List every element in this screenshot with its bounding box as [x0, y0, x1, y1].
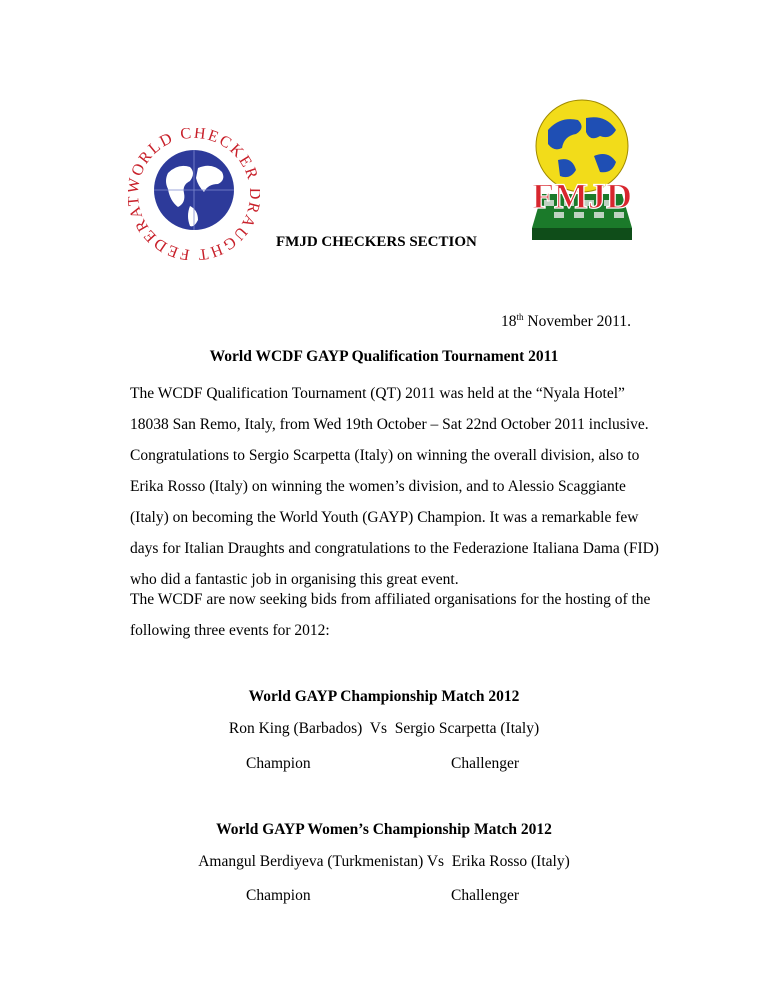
- match1-champion-label: Champion: [246, 755, 311, 772]
- date-suffix: th: [516, 312, 524, 322]
- report-line: 18038 San Remo, Italy, from Wed 19th October – Sat 22nd October 2011 inclusive.: [130, 416, 649, 433]
- match2-title: World GAYP Women’s Championship Match 2012: [216, 821, 552, 838]
- report-line: Erika Rosso (Italy) on winning the women’s division, and to Alessio Scaggiante: [130, 478, 626, 495]
- document-date: [501, 312, 631, 331]
- report-paragraph: [130, 378, 659, 595]
- report-title: World WCDF GAYP Qualification Tournament 2011: [209, 348, 559, 365]
- report-line: The WCDF Qualification Tournament (QT) 2011 was held at the “Nyala Hotel”: [130, 385, 625, 402]
- match2-challenger-label: Challenger: [451, 887, 520, 904]
- report-line: who did a fantastic job in organising this great event.: [130, 571, 459, 588]
- bids-line: The WCDF are now seeking bids from affiliated organisations for the hosting of the: [130, 591, 651, 608]
- match1-title: World GAYP Championship Match 2012: [248, 688, 520, 705]
- match2-players: Amangul Berdiyeva (Turkmenistan) Vs Erika Rosso (Italy): [198, 853, 570, 870]
- bids-paragraph: [130, 584, 650, 646]
- fmjd-logo: [524, 90, 640, 250]
- section-title: FMJD CHECKERS SECTION: [276, 234, 477, 250]
- report-line: Congratulations to Sergio Scarpetta (Italy) on winning the overall division, also to: [130, 447, 640, 464]
- date-day: 18: [501, 313, 517, 330]
- match1-challenger-label: Challenger: [451, 755, 520, 772]
- date-rest: November 2011.: [523, 313, 631, 330]
- bids-line: following three events for 2012:: [130, 622, 330, 639]
- wcdf-logo: [128, 128, 260, 260]
- wcdf-logo-text: ORLD CHECKER AUGHT FEDERA: [128, 128, 260, 260]
- report-line: days for Italian Draughts and congratulations to the Federazione Italiana Dama (FID): [130, 540, 659, 557]
- fmjd-logo-text: FMJD: [532, 176, 632, 216]
- match2-champion-label: Champion: [246, 887, 311, 904]
- report-line: (Italy) on becoming the World Youth (GAYP) Champion. It was a remarkable few: [130, 509, 639, 526]
- match1-players: Ron King (Barbados) Vs Sergio Scarpetta (Italy): [228, 720, 540, 737]
